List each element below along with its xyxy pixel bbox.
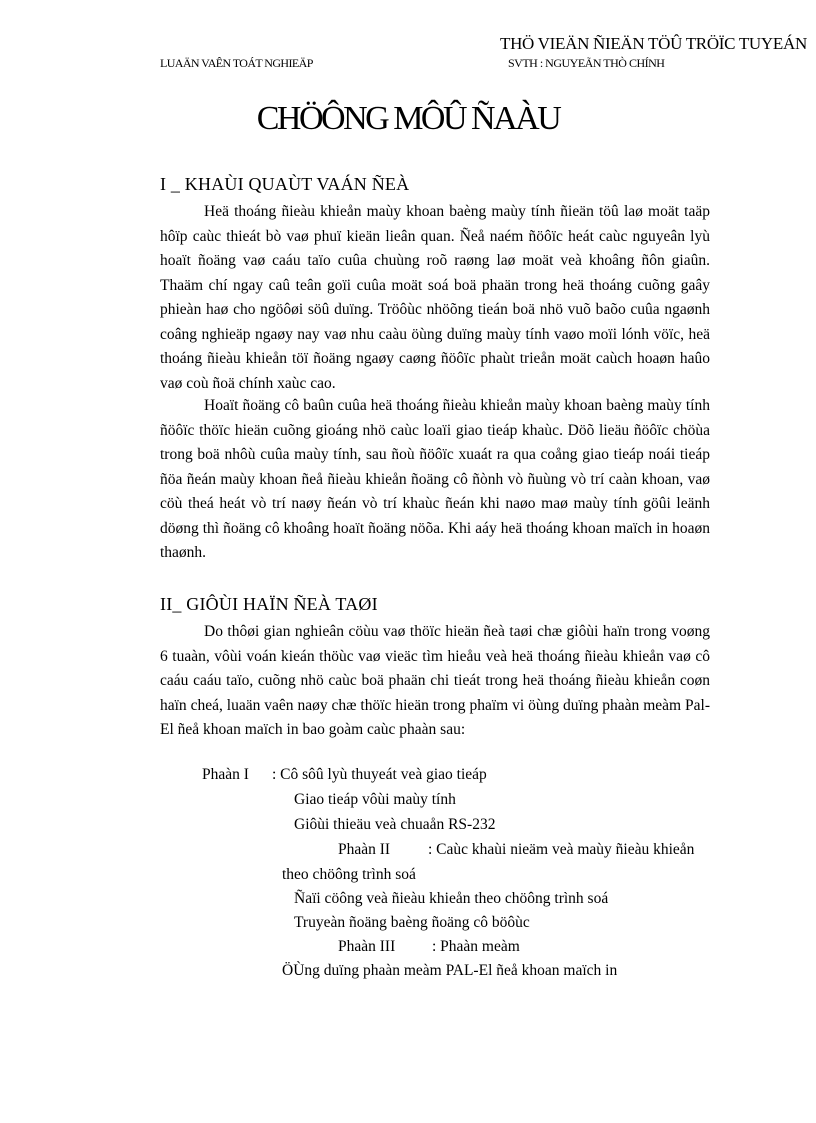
- thesis-header: LUAÄN VAÊN TOÁT NGHIEÄP: [160, 56, 313, 70]
- outline-part2-item2: Truyeàn ñoäng baèng ñoäng cô böôùc: [294, 914, 530, 931]
- outline-part3-label: Phaàn III: [338, 938, 396, 955]
- outline-part2-title: : Caùc khaùi nieäm veà maùy ñieàu khieån: [428, 841, 695, 858]
- section2-paragraph1: [160, 620, 710, 743]
- outline-part1-label: Phaàn I: [202, 766, 249, 783]
- outline-part3-title: : Phaàn meàm: [432, 938, 520, 955]
- section2-heading: II_ GIÔÙI HAÏN ÑEÀ TAØI: [160, 594, 378, 614]
- student-header: SVTH : NGUYEÃN THÒ CHÍNH: [508, 56, 665, 70]
- page-title: CHÖÔNG MÔÛ ÑAÀU: [256, 100, 560, 137]
- outline-part2-label: Phaàn II: [338, 841, 391, 858]
- section1-paragraph1: [160, 200, 710, 396]
- outline-part2-item1: Ñaïi cöông veà ñieàu khieån theo chöông trình soá: [294, 890, 609, 907]
- outline-part1-title: : Cô sôû lyù thuyeát veà giao tieáp: [272, 766, 487, 783]
- outline-part1-item2: Giôùi thieäu veà chuaån RS-232: [294, 816, 496, 833]
- outline-part3-item1: ÖÙng duïng phaàn meàm PAL-El ñeå khoan maïch in: [282, 962, 618, 979]
- section2-paragraph1-text: Do thôøi gian nghieân cöùu vaø thöïc hieän ñeà taøi chæ giôùi haïn trong voøng 6 tuaàn, vôùi voán kieán thöùc vaø vieäc tìm hieåu veà heä thoáng ñieàu khieån vaø cô caáu caáu taïo, cuõng nhö caùc boä phaän chi tieát trong heä thoáng ñieàu khieån coøn haïn cheá, luaän vaên naøy chæ thöïc hieän trong phaïm vi öùng duïng phaàn meàm Pal-El ñeå khoan maïch in bao goàm caùc phaàn sau:: [160, 623, 710, 738]
- section1-heading: I _ KHAÙI QUAÙT VAÁN ÑEÀ: [160, 174, 410, 194]
- section1-paragraph1-text: Heä thoáng ñieàu khieån maùy khoan baèng maùy tính ñieän töû laø moät taäp hôïp caùc thieát bò vaø phuï kieän lieân quan. Ñeå naém ñöôïc heát caùc nguyeân lyù hoaït ñoäng vaø caáu taïo cuûa chuùng roõ raøng laø moät veà khoâng ñôn giaûn. Thaäm chí ngay caû teân goïi cuûa moät soá boä phaän trong heä thoáng cuõng gaây phieàn haø cho ngöôøi söû duïng. Tröôùc nhöõng tieán boä nhö vuõ baõo cuûa ngaønh coâng nghieäp ngaøy nay vaø nhu caàu öùng duïng maùy tính vaøo moïi lónh vöïc, heä thoáng ñieàu khieån töï ñoäng ngaøy caøng ñöôïc phaùt trieån moät caùch hoaøn haûo vaø coù ñoä chính xaùc cao.: [160, 203, 710, 392]
- section1-paragraph2-text: Hoaït ñoäng cô baûn cuûa heä thoáng ñieàu khieån maùy khoan baèng maùy tính ñöôïc thöïc hieän cuõng gioáng nhö caùc loaïi giao tieáp khaùc. Döõ lieäu ñöôïc chöùa trong boä nhôù cuûa maùy tính, sau ñoù ñöôïc xuaát ra qua coång giao tieáp noái tieáp ñöa ñeán maùy khoan ñeå ñieàu khieån ñoäng cô ñònh vò ñuùng vò trí caàn khoan, vaø cöù theá heát vò trí naøy ñeán vò trí khaùc ñeán khi naøo maø maùy tính göûi leänh döøng thì ñoäng cô khoâng hoaït ñoäng nöõa. Khi aáy heä thoáng khoan maïch in hoaøn thaønh.: [160, 397, 710, 561]
- library-header: THÖ VIEÄN ÑIEÄN TÖÛ TRÖÏC TUYEÁN: [500, 34, 807, 53]
- outline-part2-continuation: theo chöông trình soá: [282, 866, 416, 883]
- outline-part1-item1: Giao tieáp vôùi maùy tính: [294, 791, 456, 808]
- section1-paragraph2: [160, 394, 710, 566]
